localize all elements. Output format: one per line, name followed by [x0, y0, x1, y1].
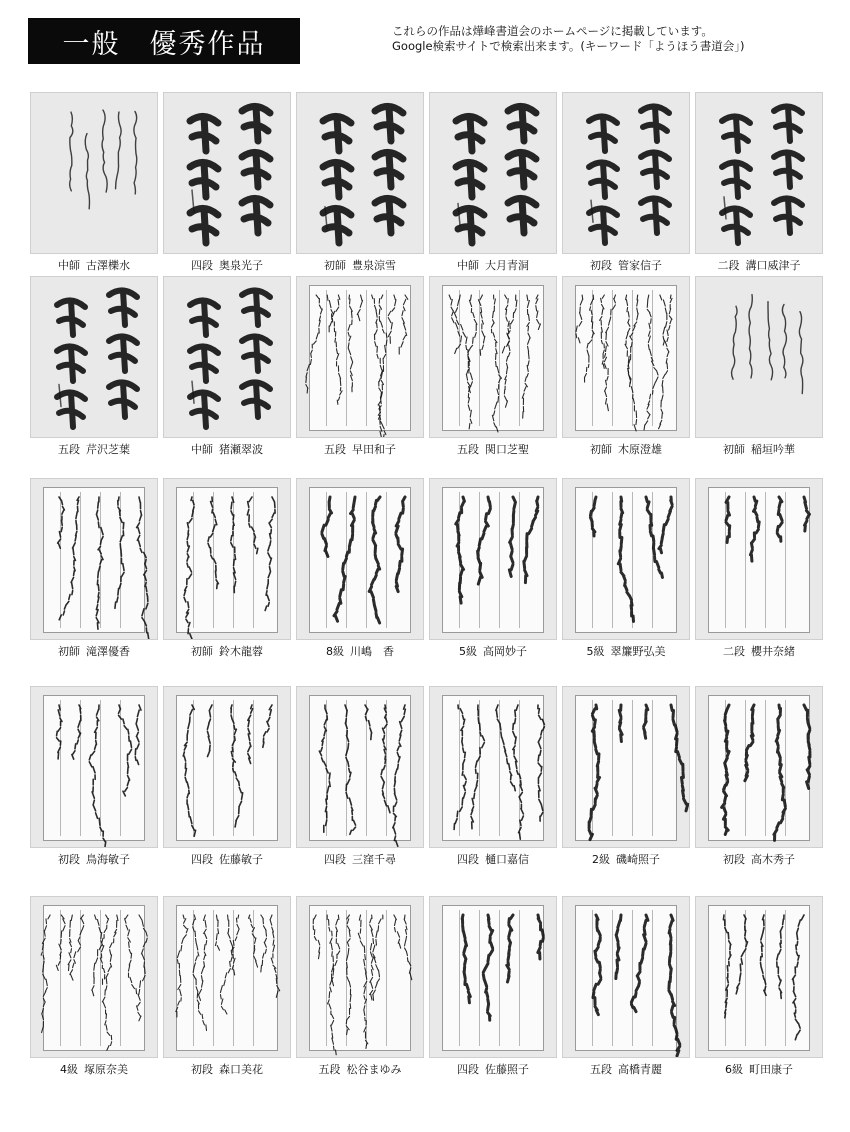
artist-rank: 四段 [191, 853, 213, 866]
artist-caption [423, 851, 563, 867]
artist-rank: 四段 [191, 259, 213, 272]
artist-name: 翠簾野弘美 [610, 645, 666, 658]
artwork-card [562, 686, 690, 870]
calligraphy-image [163, 276, 291, 438]
artist-caption [290, 1061, 430, 1077]
artist-rank: 二段 [717, 259, 740, 272]
artwork-card [163, 686, 291, 870]
calligraphy-image [562, 896, 690, 1058]
artist-caption [24, 851, 164, 867]
artist-caption [157, 851, 297, 867]
artist-caption [290, 441, 430, 457]
artist-name: 豊泉涼雪 [352, 259, 396, 272]
artwork-card [429, 686, 557, 870]
calligraphy-image [163, 92, 291, 254]
brush-strokes [563, 897, 689, 1057]
artwork-card [562, 92, 690, 276]
brush-strokes [31, 897, 157, 1057]
calligraphy-image [30, 478, 158, 640]
artwork-card [30, 686, 158, 870]
artwork-card [163, 896, 291, 1080]
artwork-card [429, 896, 557, 1080]
calligraphy-image [296, 92, 424, 254]
artist-name: 高橋青麗 [618, 1063, 662, 1076]
artwork-card [429, 276, 557, 460]
artist-caption [157, 1061, 297, 1077]
artist-name: 森口美花 [219, 1063, 263, 1076]
artist-name: 磯崎照子 [616, 853, 660, 866]
artwork-card [30, 478, 158, 662]
artwork-card [163, 478, 291, 662]
brush-strokes [696, 277, 822, 437]
artist-name: 櫻井奈緒 [751, 645, 795, 658]
artist-name: 猪瀬翠波 [219, 443, 263, 456]
artist-rank: 6級 [725, 1063, 743, 1076]
artist-rank: 五段 [324, 443, 346, 456]
artist-name: 鈴木龍蓉 [219, 645, 263, 658]
artist-caption [24, 643, 164, 659]
artist-name: 関口芝聖 [485, 443, 529, 456]
artist-name: 奥泉光子 [219, 259, 263, 272]
artwork-card [695, 686, 823, 870]
calligraphy-image [296, 276, 424, 438]
calligraphy-image [30, 686, 158, 848]
artwork-card [562, 276, 690, 460]
artwork-card [695, 92, 823, 276]
artwork-card [429, 478, 557, 662]
brush-strokes [31, 687, 157, 847]
artist-rank: 中師 [58, 259, 80, 272]
artist-name: 高岡妙子 [483, 645, 527, 658]
artist-name: 管家信子 [618, 259, 662, 272]
artist-rank: 四段 [457, 853, 479, 866]
brush-strokes [297, 479, 423, 639]
calligraphy-image [296, 896, 424, 1058]
brush-strokes [430, 479, 556, 639]
artist-name: 滝澤優香 [86, 645, 130, 658]
artwork-card [695, 896, 823, 1080]
brush-strokes [430, 93, 556, 253]
artist-caption [24, 441, 164, 457]
brush-strokes [696, 93, 822, 253]
artist-rank: 五段 [318, 1063, 341, 1076]
calligraphy-image [695, 92, 823, 254]
artist-rank: 初段 [590, 259, 612, 272]
artist-name: 早田和子 [352, 443, 396, 456]
artist-name: 塚原奈美 [84, 1063, 128, 1076]
artist-rank: 5級 [459, 645, 477, 658]
calligraphy-image [163, 896, 291, 1058]
calligraphy-image [562, 686, 690, 848]
artist-rank: 四段 [324, 853, 346, 866]
artist-rank: 四段 [457, 1063, 479, 1076]
brush-strokes [696, 687, 822, 847]
artwork-card [30, 92, 158, 276]
calligraphy-image [695, 478, 823, 640]
artist-name: 芹沢芝葉 [86, 443, 130, 456]
gallery-row [30, 896, 824, 1080]
gallery-row [30, 478, 824, 662]
brush-strokes [563, 277, 689, 437]
artist-rank: 2級 [592, 853, 610, 866]
gallery-row [30, 686, 824, 870]
artist-name: 鳥海敏子 [86, 853, 130, 866]
artist-name: 樋口嘉信 [485, 853, 529, 866]
calligraphy-image [30, 276, 158, 438]
artist-name: 佐藤照子 [485, 1063, 529, 1076]
calligraphy-image [429, 276, 557, 438]
artwork-card [163, 276, 291, 460]
brush-strokes [164, 93, 290, 253]
brush-strokes [563, 93, 689, 253]
calligraphy-image [562, 92, 690, 254]
calligraphy-image [296, 478, 424, 640]
artist-name: 佐藤敏子 [219, 853, 263, 866]
artist-rank: 初師 [324, 259, 346, 272]
brush-strokes [430, 897, 556, 1057]
artwork-card [296, 896, 424, 1080]
artist-rank: 5級 [586, 645, 605, 658]
artist-caption [689, 1061, 829, 1077]
gallery-row [30, 92, 824, 276]
calligraphy-image [695, 686, 823, 848]
artist-rank: 初師 [590, 443, 612, 456]
artist-caption [157, 643, 297, 659]
artist-rank: 初段 [723, 853, 745, 866]
artwork-card [163, 92, 291, 276]
artist-name: 溝口威津子 [745, 259, 801, 272]
artist-name: 町田康子 [749, 1063, 793, 1076]
brush-strokes [563, 479, 689, 639]
notice-line-1: これらの作品は燁峰書道会のホームページに掲載しています。 [392, 24, 713, 38]
artist-rank: 初段 [191, 1063, 213, 1076]
brush-strokes [430, 687, 556, 847]
artist-name: 古澤櫟水 [86, 259, 130, 272]
brush-strokes [297, 93, 423, 253]
artist-caption [24, 257, 164, 273]
calligraphy-image [429, 686, 557, 848]
artwork-card [695, 276, 823, 460]
calligraphy-image [695, 276, 823, 438]
artist-rank: 初師 [58, 645, 80, 658]
artwork-card [296, 478, 424, 662]
artwork-card [30, 276, 158, 460]
artist-name: 三窪千尋 [352, 853, 396, 866]
artist-rank: 五段 [457, 443, 479, 456]
artist-rank: 中師 [191, 443, 213, 456]
artist-caption [157, 257, 297, 273]
brush-strokes [696, 479, 822, 639]
artwork-card [429, 92, 557, 276]
artist-caption [24, 1061, 164, 1077]
artist-caption [556, 441, 696, 457]
artist-rank: 二段 [723, 645, 745, 658]
artist-caption [556, 643, 696, 659]
brush-strokes [563, 687, 689, 847]
artist-caption [689, 441, 829, 457]
publication-notice [392, 24, 832, 54]
calligraphy-image [429, 92, 557, 254]
artist-caption [556, 1061, 696, 1077]
artwork-card [562, 478, 690, 662]
calligraphy-image [163, 478, 291, 640]
artist-caption [423, 257, 563, 273]
brush-strokes [297, 897, 423, 1057]
calligraphy-image [695, 896, 823, 1058]
page-title: 一般 優秀作品 [28, 18, 300, 64]
brush-strokes [164, 687, 290, 847]
notice-line-2: Google検索サイトで検索出来ます。(キーワード「ようほう書道会」) [392, 39, 745, 53]
artist-caption [423, 441, 563, 457]
calligraphy-image [429, 478, 557, 640]
artist-caption [290, 257, 430, 273]
artist-caption [290, 851, 430, 867]
brush-strokes [164, 897, 290, 1057]
brush-strokes [430, 277, 556, 437]
artist-caption [556, 851, 696, 867]
brush-strokes [31, 479, 157, 639]
artist-name: 木原澄雄 [618, 443, 662, 456]
artist-rank: 中師 [457, 259, 479, 272]
artist-rank: 五段 [58, 443, 80, 456]
artwork-card [296, 276, 424, 460]
brush-strokes [297, 277, 423, 437]
brush-strokes [31, 277, 157, 437]
brush-strokes [164, 277, 290, 437]
artist-caption [423, 643, 563, 659]
artwork-card [562, 896, 690, 1080]
brush-strokes [297, 687, 423, 847]
artist-caption [290, 643, 430, 659]
calligraphy-image [296, 686, 424, 848]
artist-rank: 初師 [191, 645, 213, 658]
artwork-card [296, 686, 424, 870]
artist-name: 川嶋 香 [350, 645, 394, 658]
artist-name: 大月青洞 [485, 259, 529, 272]
artist-caption [689, 643, 829, 659]
artist-caption [689, 257, 829, 273]
brush-strokes [164, 479, 290, 639]
artist-rank: 初段 [58, 853, 80, 866]
calligraphy-image [163, 686, 291, 848]
artist-caption [689, 851, 829, 867]
calligraphy-image [562, 276, 690, 438]
artist-rank: 8級 [326, 645, 344, 658]
artist-name: 高木秀子 [751, 853, 795, 866]
artist-rank: 初師 [723, 443, 745, 456]
artist-caption [157, 441, 297, 457]
artwork-card [296, 92, 424, 276]
artwork-card [30, 896, 158, 1080]
artist-name: 稲垣吟華 [751, 443, 795, 456]
artist-rank: 五段 [590, 1063, 612, 1076]
artist-rank: 4級 [60, 1063, 78, 1076]
artist-name: 松谷まゆみ [346, 1063, 402, 1076]
gallery-row [30, 276, 824, 460]
brush-strokes [696, 897, 822, 1057]
calligraphy-image [429, 896, 557, 1058]
artist-caption [423, 1061, 563, 1077]
calligraphy-image [562, 478, 690, 640]
calligraphy-image [30, 896, 158, 1058]
brush-strokes [31, 93, 157, 253]
artist-caption [556, 257, 696, 273]
artwork-card [695, 478, 823, 662]
calligraphy-image [30, 92, 158, 254]
